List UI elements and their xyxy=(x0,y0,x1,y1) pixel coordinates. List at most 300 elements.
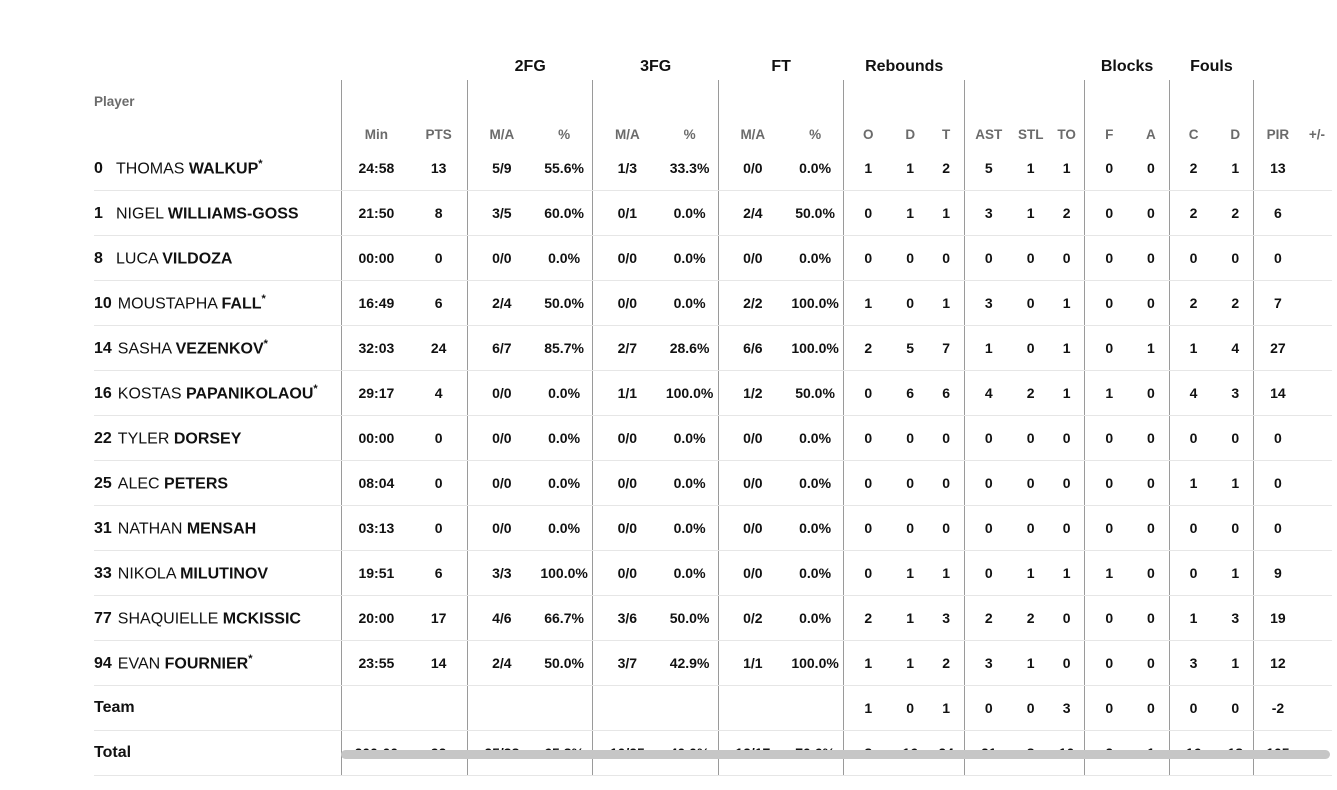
player-number: 31 xyxy=(94,520,112,538)
cell-pir: 0 xyxy=(1254,416,1302,461)
cell-pts: 13 xyxy=(410,146,467,191)
player-last-name[interactable]: WILLIAMS-GOSS xyxy=(167,205,299,223)
cell-blk-a: 0 xyxy=(1133,191,1169,236)
cell-ft-ma: 0/0 xyxy=(718,506,786,551)
player-last-name[interactable]: MILUTINOV xyxy=(180,565,269,583)
cell-to: 1 xyxy=(1049,371,1085,416)
cell-3fg-pct: 0.0% xyxy=(661,551,718,596)
cell-blk-f: 0 xyxy=(1085,506,1133,551)
cell-3fg-pct: 33.3% xyxy=(661,146,718,191)
player-number: 25 xyxy=(94,475,112,493)
player-number: 22 xyxy=(94,430,112,448)
cell-ft-pct: 0.0% xyxy=(787,596,844,641)
player-first-name[interactable]: MOUSTAPHA xyxy=(117,295,218,313)
cell-stl: 0 xyxy=(1013,506,1049,551)
cell-ast: 3 xyxy=(964,641,1012,686)
cell-plus-minus xyxy=(1302,641,1332,686)
cell-2fg-pct: 100.0% xyxy=(536,551,593,596)
cell-blk-f: 0 xyxy=(1085,326,1133,371)
cell-foul-d: 0 xyxy=(1217,506,1253,551)
header-spacer-min-pts xyxy=(342,40,467,80)
cell-3fg-ma: 0/0 xyxy=(593,236,661,281)
cell-ast: 3 xyxy=(964,281,1012,326)
cell-to: 1 xyxy=(1049,281,1085,326)
player-cell xyxy=(94,191,342,236)
cell-foul-d: 0 xyxy=(1217,416,1253,461)
header-ft-ma: M/A xyxy=(718,80,786,146)
cell-blk-a: 0 xyxy=(1133,506,1169,551)
cell-pir: 9 xyxy=(1254,551,1302,596)
cell-ft-ma: 1/2 xyxy=(718,371,786,416)
cell-pts: 0 xyxy=(410,236,467,281)
cell-3fg-ma: 0/0 xyxy=(593,416,661,461)
player-first-name[interactable]: NATHAN xyxy=(117,520,183,538)
starter-marker: * xyxy=(261,292,266,305)
cell-ft-pct: 0.0% xyxy=(787,146,844,191)
cell-reb-t: 3 xyxy=(928,596,964,641)
cell-blk-a: 0 xyxy=(1133,461,1169,506)
cell-reb-d: 0 xyxy=(892,416,928,461)
cell-stl: 0 xyxy=(1013,416,1049,461)
cell-blk-f: 0 xyxy=(1085,191,1133,236)
cell-2fg-ma: 0/0 xyxy=(467,506,535,551)
header-player: Player xyxy=(94,94,135,109)
player-number: 14 xyxy=(94,340,112,358)
cell-pts: 4 xyxy=(410,371,467,416)
cell-min: 00:00 xyxy=(342,236,410,281)
cell-reb-t: 1 xyxy=(928,191,964,236)
player-cell xyxy=(94,146,342,191)
cell-pts: 6 xyxy=(410,551,467,596)
player-first-name[interactable]: NIKOLA xyxy=(117,565,176,583)
cell-3fg-ma: 0/0 xyxy=(593,281,661,326)
cell-reb-o: 0 xyxy=(844,551,892,596)
cell-3fg-pct: 0.0% xyxy=(661,281,718,326)
cell-reb-o: 1 xyxy=(844,641,892,686)
cell-blk-a: 0 xyxy=(1133,281,1169,326)
header-group-2fg: 2FG xyxy=(514,58,546,75)
cell-3fg-ma: 0/0 xyxy=(593,551,661,596)
cell-reb-t: 6 xyxy=(928,371,964,416)
starter-marker: * xyxy=(263,337,268,350)
header-sub-row xyxy=(94,80,1332,146)
cell-pts: 0 xyxy=(410,461,467,506)
cell-2fg-ma: 0/0 xyxy=(467,416,535,461)
cell-blk-a: 0 xyxy=(1133,146,1169,191)
cell-pts: 0 xyxy=(410,416,467,461)
player-row xyxy=(94,281,1332,326)
player-first-name[interactable]: TYLER xyxy=(117,430,170,448)
starter-marker: * xyxy=(313,382,318,395)
cell-reb-t: 0 xyxy=(928,461,964,506)
cell-blk-a: 0 xyxy=(1133,596,1169,641)
cell-min: 21:50 xyxy=(342,191,410,236)
cell-foul-c: 1 xyxy=(1169,461,1217,506)
player-cell xyxy=(94,416,342,461)
cell-min: 19:51 xyxy=(342,551,410,596)
cell-blk-a: 0 xyxy=(1133,551,1169,596)
player-number: 94 xyxy=(94,655,112,673)
cell-ft-ma: 6/6 xyxy=(718,326,786,371)
player-row xyxy=(94,596,1332,641)
cell-2fg-pct: 55.6% xyxy=(536,146,593,191)
player-number: 10 xyxy=(94,295,112,313)
cell-pir: 0 xyxy=(1254,506,1302,551)
cell-reb-t: 0 xyxy=(928,416,964,461)
cell-2fg-ma: 3/5 xyxy=(467,191,535,236)
cell-blk-f: 1 xyxy=(1085,371,1133,416)
cell-ft-pct: 0.0% xyxy=(787,416,844,461)
cell-foul-d: 4 xyxy=(1217,326,1253,371)
cell-reb-d: 1 xyxy=(892,191,928,236)
cell-blk-f: 0 xyxy=(1085,686,1133,731)
cell-2fg-ma: 2/4 xyxy=(467,641,535,686)
cell-ft-ma: 0/0 xyxy=(718,461,786,506)
cell-3fg-pct: 28.6% xyxy=(661,326,718,371)
player-cell xyxy=(94,236,342,281)
player-cell xyxy=(94,326,342,371)
cell-blk-a: 1 xyxy=(1133,326,1169,371)
player-cell xyxy=(94,371,342,416)
cell-to: 0 xyxy=(1049,416,1085,461)
player-number: 16 xyxy=(94,385,112,403)
cell-foul-c: 0 xyxy=(1169,551,1217,596)
cell-plus-minus xyxy=(1302,596,1332,641)
cell-pir: 14 xyxy=(1254,371,1302,416)
cell-pts: 24 xyxy=(410,326,467,371)
cell-blk-a: 0 xyxy=(1133,371,1169,416)
player-row xyxy=(94,506,1332,551)
cell-3fg-ma: 0/0 xyxy=(593,506,661,551)
cell-reb-d: 0 xyxy=(892,686,928,731)
cell-stl: 0 xyxy=(1013,281,1049,326)
cell-blk-f: 1 xyxy=(1085,551,1133,596)
cell-ft-ma: 0/0 xyxy=(718,416,786,461)
cell-2fg-pct: 0.0% xyxy=(536,371,593,416)
header-3fg-ma: M/A xyxy=(593,80,661,146)
player-last-name[interactable]: DORSEY xyxy=(173,430,242,448)
cell-foul-c: 0 xyxy=(1169,236,1217,281)
cell-plus-minus xyxy=(1302,506,1332,551)
cell-reb-d: 5 xyxy=(892,326,928,371)
player-last-name[interactable]: PETERS xyxy=(164,475,229,493)
total-label: Total xyxy=(94,731,342,776)
player-number: 77 xyxy=(94,610,112,628)
cell-plus-minus xyxy=(1302,416,1332,461)
cell-foul-c: 0 xyxy=(1169,506,1217,551)
cell-foul-c: 1 xyxy=(1169,596,1217,641)
cell-3fg-pct: 100.0% xyxy=(661,371,718,416)
cell-blk-f: 0 xyxy=(1085,461,1133,506)
cell-reb-o: 2 xyxy=(844,326,892,371)
player-first-name[interactable]: SHAQUIELLE xyxy=(117,610,219,628)
cell-reb-o: 0 xyxy=(844,461,892,506)
player-last-name[interactable]: VILDOZA xyxy=(162,250,233,268)
player-last-name[interactable]: VEZENKOV xyxy=(175,340,264,358)
player-first-name[interactable]: THOMAS xyxy=(116,160,185,178)
cell-to: 1 xyxy=(1049,326,1085,371)
cell-to: 3 xyxy=(1049,686,1085,731)
cell-min: 23:55 xyxy=(342,641,410,686)
cell-plus-minus xyxy=(1302,326,1332,371)
cell-pir: 19 xyxy=(1254,596,1302,641)
player-last-name[interactable]: MENSAH xyxy=(186,520,257,538)
cell-plus-minus xyxy=(1302,551,1332,596)
cell-min: 16:49 xyxy=(342,281,410,326)
cell-3fg-pct: 0.0% xyxy=(661,461,718,506)
cell-2fg-pct: 85.7% xyxy=(536,326,593,371)
cell-3fg-ma: 1/3 xyxy=(593,146,661,191)
cell-2fg-pct: 0.0% xyxy=(536,461,593,506)
cell-foul-c: 0 xyxy=(1169,686,1217,731)
cell-reb-d: 1 xyxy=(892,146,928,191)
cell-2fg-ma: 3/3 xyxy=(467,551,535,596)
starter-marker: * xyxy=(248,652,253,665)
cell-2fg-pct: 60.0% xyxy=(536,191,593,236)
player-last-name[interactable]: WALKUP xyxy=(188,160,259,178)
cell-ast: 1 xyxy=(964,326,1012,371)
cell-ft-ma: 0/0 xyxy=(718,551,786,596)
cell-pir: 27 xyxy=(1254,326,1302,371)
cell-ast: 0 xyxy=(964,686,1012,731)
player-row xyxy=(94,371,1332,416)
cell-foul-d: 1 xyxy=(1217,641,1253,686)
cell-reb-o: 2 xyxy=(844,596,892,641)
cell-3fg-ma: 0/0 xyxy=(593,461,661,506)
cell-stl: 1 xyxy=(1013,191,1049,236)
player-number: 33 xyxy=(94,565,112,583)
cell-stl: 0 xyxy=(1013,461,1049,506)
player-row xyxy=(94,146,1332,191)
cell-ft-ma: 0/0 xyxy=(718,236,786,281)
starter-marker: * xyxy=(258,157,263,170)
player-first-name[interactable]: SASHA xyxy=(117,340,172,358)
cell-reb-t: 1 xyxy=(928,686,964,731)
header-reb-d: D xyxy=(905,127,916,142)
cell-blk-f: 0 xyxy=(1085,596,1133,641)
cell-reb-o: 0 xyxy=(844,506,892,551)
cell-blk-a: 0 xyxy=(1133,416,1169,461)
cell-min: 03:13 xyxy=(342,506,410,551)
cell-3fg-pct: 50.0% xyxy=(661,596,718,641)
header-spacer-player xyxy=(94,40,342,80)
cell-reb-o: 0 xyxy=(844,371,892,416)
cell-foul-d: 3 xyxy=(1217,596,1253,641)
cell-to: 0 xyxy=(1049,506,1085,551)
cell-stl: 0 xyxy=(1013,326,1049,371)
cell-reb-d: 6 xyxy=(892,371,928,416)
cell-pts xyxy=(410,686,467,731)
header-blk-a: A xyxy=(1146,127,1156,142)
cell-pts: 8 xyxy=(410,191,467,236)
player-number: 8 xyxy=(94,250,103,268)
cell-min: 32:03 xyxy=(342,326,410,371)
cell-pir: 7 xyxy=(1254,281,1302,326)
player-cell xyxy=(94,506,342,551)
cell-foul-c: 2 xyxy=(1169,281,1217,326)
cell-ast: 0 xyxy=(964,416,1012,461)
header-reb-t: T xyxy=(941,127,951,142)
cell-3fg-ma: 2/7 xyxy=(593,326,661,371)
player-first-name[interactable]: KOSTAS xyxy=(117,385,182,403)
cell-reb-d: 1 xyxy=(892,551,928,596)
header-ast: AST xyxy=(964,80,1012,146)
cell-ft-pct: 50.0% xyxy=(787,191,844,236)
cell-reb-d: 0 xyxy=(892,506,928,551)
cell-2fg-pct: 0.0% xyxy=(536,416,593,461)
cell-reb-o: 0 xyxy=(844,191,892,236)
player-cell xyxy=(94,551,342,596)
cell-3fg-ma: 3/6 xyxy=(593,596,661,641)
cell-foul-c: 0 xyxy=(1169,416,1217,461)
cell-3fg-pct: 0.0% xyxy=(661,506,718,551)
header-group-blocks: Blocks xyxy=(1100,58,1154,75)
cell-pts: 14 xyxy=(410,641,467,686)
cell-to: 0 xyxy=(1049,641,1085,686)
horizontal-scrollbar[interactable] xyxy=(341,750,1330,759)
header-min: Min xyxy=(342,80,410,146)
cell-stl: 2 xyxy=(1013,371,1049,416)
player-first-name[interactable]: NIGEL xyxy=(116,205,164,223)
header-group-rebounds: Rebounds xyxy=(865,58,944,75)
cell-blk-a: 0 xyxy=(1133,686,1169,731)
cell-ast: 4 xyxy=(964,371,1012,416)
team-row xyxy=(94,686,1332,731)
cell-2fg-pct: 50.0% xyxy=(536,641,593,686)
header-blk-f: F xyxy=(1085,80,1133,146)
cell-2fg-pct: 66.7% xyxy=(536,596,593,641)
cell-ft-ma xyxy=(718,686,786,731)
player-row xyxy=(94,416,1332,461)
cell-stl: 0 xyxy=(1013,686,1049,731)
cell-plus-minus xyxy=(1302,686,1332,731)
header-group-fouls: Fouls xyxy=(1190,58,1233,75)
cell-2fg-pct: 50.0% xyxy=(536,281,593,326)
player-cell xyxy=(94,461,342,506)
cell-3fg-pct xyxy=(661,686,718,731)
cell-3fg-pct: 0.0% xyxy=(661,191,718,236)
cell-ft-pct: 0.0% xyxy=(787,551,844,596)
cell-2fg-pct: 0.0% xyxy=(536,506,593,551)
player-first-name[interactable]: EVAN xyxy=(117,655,161,673)
cell-3fg-ma: 0/1 xyxy=(593,191,661,236)
header-reb-o: O xyxy=(844,80,892,146)
cell-ft-ma: 1/1 xyxy=(718,641,786,686)
player-first-name[interactable]: ALEC xyxy=(117,475,160,493)
cell-ft-pct: 0.0% xyxy=(787,506,844,551)
player-last-name[interactable]: PAPANIKOLAOU xyxy=(185,385,314,403)
cell-foul-c: 3 xyxy=(1169,641,1217,686)
cell-foul-c: 4 xyxy=(1169,371,1217,416)
player-row xyxy=(94,326,1332,371)
cell-reb-t: 1 xyxy=(928,281,964,326)
cell-blk-a: 0 xyxy=(1133,236,1169,281)
cell-pts: 6 xyxy=(410,281,467,326)
player-last-name[interactable]: FALL xyxy=(221,295,262,313)
player-row xyxy=(94,551,1332,596)
cell-to: 0 xyxy=(1049,596,1085,641)
cell-foul-d: 3 xyxy=(1217,371,1253,416)
cell-2fg-pct: 0.0% xyxy=(536,236,593,281)
cell-stl: 2 xyxy=(1013,596,1049,641)
cell-reb-t: 0 xyxy=(928,506,964,551)
cell-reb-d: 1 xyxy=(892,641,928,686)
cell-foul-d: 0 xyxy=(1217,236,1253,281)
cell-2fg-ma: 0/0 xyxy=(467,236,535,281)
cell-blk-f: 0 xyxy=(1085,236,1133,281)
cell-3fg-ma: 1/1 xyxy=(593,371,661,416)
cell-3fg-ma xyxy=(593,686,661,731)
player-first-name[interactable]: LUCA xyxy=(116,250,158,268)
cell-foul-d: 0 xyxy=(1217,686,1253,731)
cell-2fg-pct xyxy=(536,686,593,731)
cell-pir: 12 xyxy=(1254,641,1302,686)
header-group-row xyxy=(94,40,1332,80)
cell-to: 1 xyxy=(1049,551,1085,596)
cell-min xyxy=(342,686,410,731)
cell-ft-ma: 2/4 xyxy=(718,191,786,236)
cell-min: 29:17 xyxy=(342,371,410,416)
player-number: 0 xyxy=(94,160,103,178)
cell-ft-pct: 0.0% xyxy=(787,461,844,506)
header-to: TO xyxy=(1057,127,1076,142)
cell-plus-minus xyxy=(1302,281,1332,326)
cell-plus-minus xyxy=(1302,146,1332,191)
cell-reb-o: 0 xyxy=(844,236,892,281)
cell-reb-t: 0 xyxy=(928,236,964,281)
header-group-ft: FT xyxy=(771,58,791,75)
cell-stl: 1 xyxy=(1013,146,1049,191)
cell-ast: 3 xyxy=(964,191,1012,236)
cell-2fg-ma: 5/9 xyxy=(467,146,535,191)
player-last-name[interactable]: MCKISSIC xyxy=(222,610,301,628)
header-ft-pct: % xyxy=(809,127,822,142)
player-cell xyxy=(94,596,342,641)
cell-3fg-pct: 0.0% xyxy=(661,416,718,461)
cell-ft-ma: 0/0 xyxy=(718,146,786,191)
header-stl: STL xyxy=(1017,127,1044,142)
player-last-name[interactable]: FOURNIER xyxy=(164,655,249,673)
cell-ast: 2 xyxy=(964,596,1012,641)
player-row xyxy=(94,641,1332,686)
cell-ft-pct: 100.0% xyxy=(787,641,844,686)
cell-2fg-ma xyxy=(467,686,535,731)
cell-min: 20:00 xyxy=(342,596,410,641)
cell-2fg-ma: 0/0 xyxy=(467,371,535,416)
cell-foul-d: 1 xyxy=(1217,146,1253,191)
cell-reb-o: 1 xyxy=(844,281,892,326)
cell-2fg-ma: 0/0 xyxy=(467,461,535,506)
cell-reb-d: 0 xyxy=(892,281,928,326)
cell-reb-d: 0 xyxy=(892,461,928,506)
cell-ft-pct: 50.0% xyxy=(787,371,844,416)
cell-to: 2 xyxy=(1049,191,1085,236)
cell-reb-t: 2 xyxy=(928,146,964,191)
cell-plus-minus xyxy=(1302,461,1332,506)
cell-reb-o: 0 xyxy=(844,416,892,461)
cell-ft-ma: 2/2 xyxy=(718,281,786,326)
header-2fg-pct: % xyxy=(558,127,571,142)
cell-reb-t: 1 xyxy=(928,551,964,596)
header-spacer-ast xyxy=(964,40,1084,80)
boxscore-table xyxy=(94,40,1332,776)
cell-ft-pct xyxy=(787,686,844,731)
cell-foul-d: 1 xyxy=(1217,461,1253,506)
cell-foul-c: 2 xyxy=(1169,146,1217,191)
cell-reb-d: 1 xyxy=(892,596,928,641)
cell-foul-d: 2 xyxy=(1217,191,1253,236)
cell-reb-t: 2 xyxy=(928,641,964,686)
